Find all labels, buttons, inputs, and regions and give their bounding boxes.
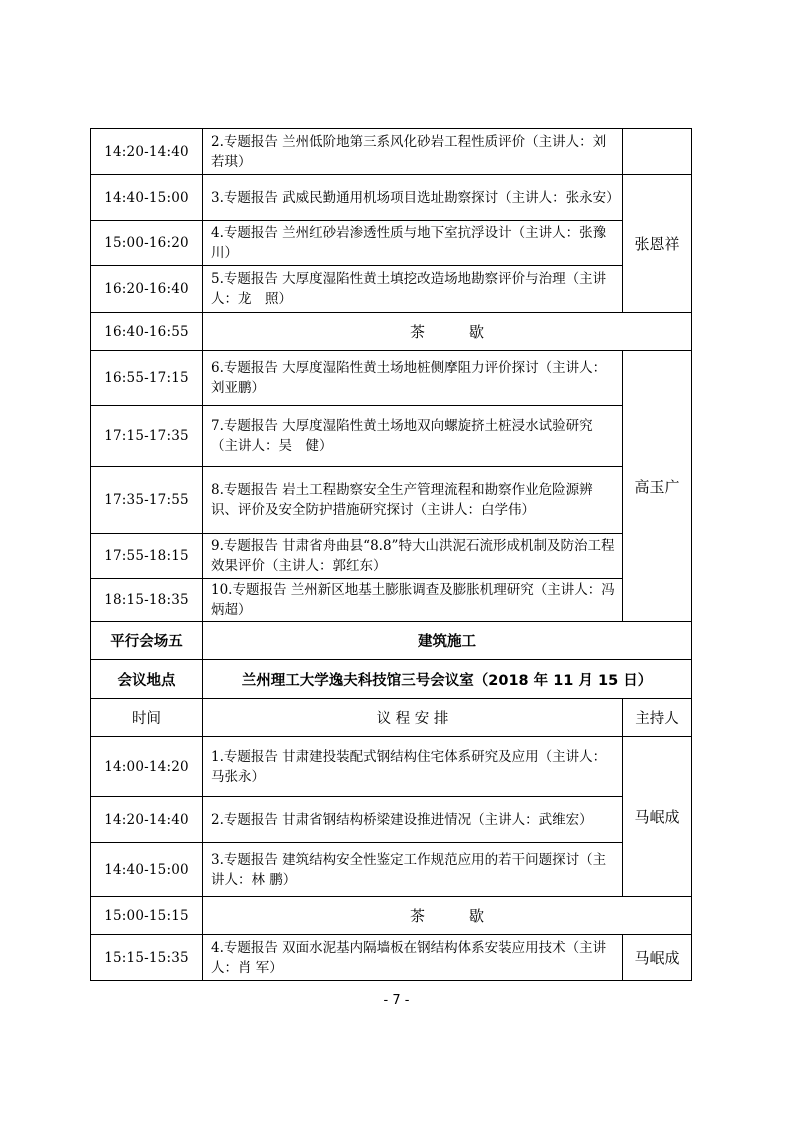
table-row [91, 351, 692, 406]
topic-cell: 4.专题报告 双面水泥基内隔墙板在钢结构体系安装应用技术（主讲人：肖 军） [203, 935, 623, 981]
time-cell: 17:35-17:55 [91, 467, 203, 534]
column-header-agenda: 议 程 安 排 [203, 699, 623, 737]
location-label: 会议地点 [91, 660, 203, 699]
tea-break-word: 歇 [469, 907, 485, 925]
table-row [91, 406, 692, 467]
tea-break [203, 313, 692, 351]
topic-cell: 6.专题报告 大厚度湿陷性黄土场地桩侧摩阻力评价探讨（主讲人：刘亚鹏） [203, 351, 623, 406]
topic-cell: 7.专题报告 大厚度湿陷性黄土场地双向螺旋挤土桩浸水试验研究（主讲人：吴 健） [203, 406, 623, 467]
time-cell: 14:00-14:20 [91, 737, 203, 797]
tea-break-word: 歇 [469, 323, 485, 341]
time-cell: 17:55-18:15 [91, 534, 203, 579]
venue-label: 平行会场五 [91, 622, 203, 660]
host-cell-empty [623, 129, 692, 175]
topic-cell: 2.专题报告 甘肃省钢结构桥梁建设推进情况（主讲人：武维宏） [203, 797, 623, 843]
topic-cell: 2.专题报告 兰州低阶地第三系风化砂岩工程性质评价（主讲人：刘若琪） [203, 129, 623, 175]
table-row [91, 797, 692, 843]
location-value: 兰州理工大学逸夫科技馆三号会议室（2018 年 11 月 15 日） [203, 660, 692, 699]
time-cell: 16:55-17:15 [91, 351, 203, 406]
tea-break-word: 茶 [409, 907, 425, 925]
venue-location-row [91, 660, 692, 699]
table-row [91, 534, 692, 579]
topic-cell: 3.专题报告 建筑结构安全性鉴定工作规范应用的若干问题探讨（主讲人：林 鹏） [203, 843, 623, 897]
header-row [91, 699, 692, 737]
topic-cell: 5.专题报告 大厚度湿陷性黄土填挖改造场地勘察评价与治理（主讲人：龙 照） [203, 266, 623, 313]
topic-cell: 8.专题报告 岩土工程勘察安全生产管理流程和勘察作业危险源辨识、评价及安全防护措施研究探讨（主讲人：白学伟） [203, 467, 623, 534]
time-cell: 15:00-15:15 [91, 897, 203, 935]
topic-cell: 10.专题报告 兰州新区地基土膨胀调查及膨胀机理研究（主讲人：冯炳超） [203, 579, 623, 622]
table-row [91, 843, 692, 897]
topic-cell: 9.专题报告 甘肃省舟曲县“8.8”特大山洪泥石流形成机制及防治工程效果评价（主讲人：郭红东） [203, 534, 623, 579]
host-cell: 马岷成 [623, 935, 692, 981]
table-row [91, 129, 692, 175]
host-cell: 高玉广 [623, 351, 692, 622]
time-cell: 14:40-15:00 [91, 175, 203, 221]
table-row [91, 266, 692, 313]
time-cell: 15:15-15:35 [91, 935, 203, 981]
schedule-table [90, 128, 692, 981]
time-cell: 14:40-15:00 [91, 843, 203, 897]
table-row [91, 935, 692, 981]
time-cell: 16:40-16:55 [91, 313, 203, 351]
topic-cell: 4.专题报告 兰州红砂岩渗透性质与地下室抗浮设计（主讲人：张豫川） [203, 221, 623, 266]
host-cell: 马岷成 [623, 737, 692, 897]
break-row [91, 313, 692, 351]
table-row [91, 737, 692, 797]
time-cell: 14:20-14:40 [91, 797, 203, 843]
break-row [91, 897, 692, 935]
time-cell: 18:15-18:35 [91, 579, 203, 622]
table-row [91, 579, 692, 622]
tea-break-word: 茶 [409, 323, 425, 341]
time-cell: 14:20-14:40 [91, 129, 203, 175]
host-cell: 张恩祥 [623, 175, 692, 313]
topic-cell: 1.专题报告 甘肃建投装配式钢结构住宅体系研究及应用（主讲人：马张永） [203, 737, 623, 797]
table-row [91, 467, 692, 534]
time-cell: 17:15-17:35 [91, 406, 203, 467]
page-number: - 7 - [383, 993, 410, 1008]
tea-break [203, 897, 692, 935]
table-row [91, 221, 692, 266]
column-header-host: 主持人 [623, 699, 692, 737]
table-row [91, 175, 692, 221]
time-cell: 15:00-16:20 [91, 221, 203, 266]
column-header-time: 时间 [91, 699, 203, 737]
time-cell: 16:20-16:40 [91, 266, 203, 313]
topic-cell: 3.专题报告 武威民勤通用机场项目选址勘察探讨（主讲人：张永安） [203, 175, 623, 221]
venue-title-row [91, 622, 692, 660]
venue-topic: 建筑施工 [203, 622, 692, 660]
